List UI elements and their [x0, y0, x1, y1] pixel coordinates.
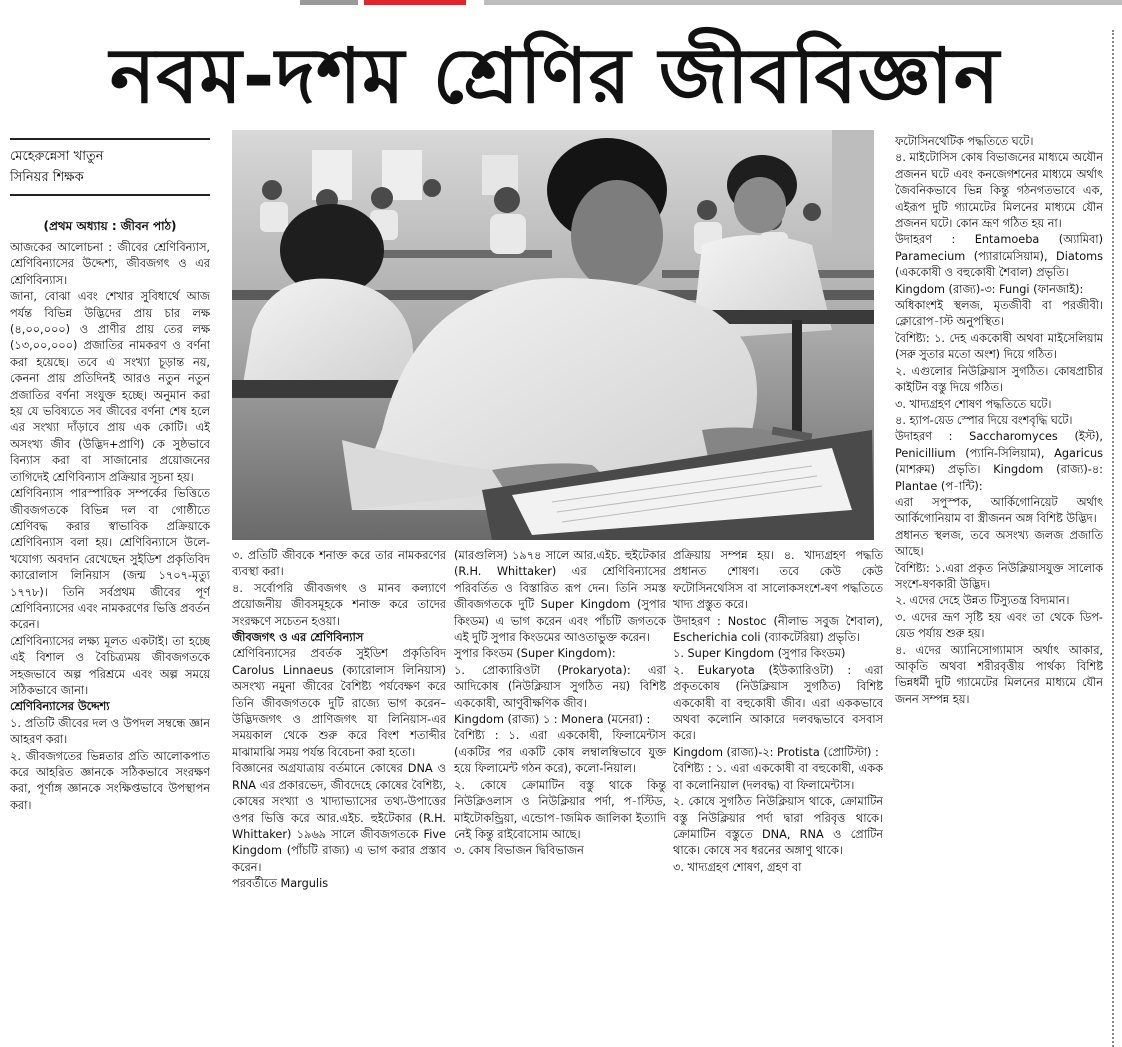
subheading: জীবজগৎ ও এর শ্রেণিবিন্যাস — [232, 631, 364, 645]
paragraph: অধিকাংশই স্থলজ, মৃতজীবী বা পরজীবী। ক্লোরোপ-াস্ট অনুপস্থিত। — [895, 299, 1103, 329]
paragraph: ৪. সর্বোপরি জীবজগৎ ও মানব কল্যাণে প্রয়োজনীয় জীবসমূহকে শনাক্ত করে তাদের সংরক্ষণে সচেতন হওয়া। — [232, 581, 446, 628]
top-bar-red-segment — [364, 0, 466, 5]
paragraph: Kingdom (রাজ্য)-৩: Fungi (ফানজাই): — [895, 282, 1084, 296]
article-column-3 — [454, 548, 666, 1045]
paragraph: ৩. খাদ্যগ্রহণ শোষণ, গ্রহণ বা — [673, 860, 802, 874]
chapter-label: (প্রথম অধ্যায় : জীবন পাঠ) — [43, 219, 177, 233]
author-name: মেহেরুন্নেসা খাতুন — [10, 149, 104, 164]
paragraph: ৩. কোষ বিভাজন দ্বিবিভাজন — [454, 844, 584, 858]
paragraph: (মারগুলিস) ১৯৭৪ সালে আর.এইচ. হুইটেকার (R.H. Whittaker) এর শ্রেণিবিন্যাসের পরিবর্তিত ও বিস্তারিত রূপ দেন। তিনি সমস্ত জীবজগতকে দুটি Super Kingdom (সুপার কিংডম) এ ভাগ করেন এবং পাঁচটি জগতকে এই দুটি সুপার কিংডমের আওতাভুক্ত করেন। — [454, 549, 666, 645]
byline — [10, 138, 210, 196]
paragraph: জানা, বোঝা এবং শেখার সুবিধার্থে আজ পর্যন্ত বিভিন্ন উদ্ভিদের প্রায় চার লক্ষ (৪,০০,০০০) ও প্রাণীর প্রায় তের লক্ষ (১৩,০০,০০০) প্রজাতির নামকরণ ও বর্ণনা করা হয়েছে। তবে এ সংখ্যা চূড়ান্ত নয়, কেননা প্রায় প্রতিদিনই আরও নতুন নতুন প্রজাতির বর্ণনা সংযুক্ত হচ্ছে। অনুমান করা হয় যে ভবিষ্যতে সব জীবের বর্ণনা শেষ হলে এর সংখ্যা দাঁড়াবে প্রায় এক কোটি। এই অসংখ্য জীব (উদ্ভিদ+প্রাণি) কে সুষ্ঠভাবে বিন্যাস করা বা সাজানোর প্রয়োজনের তাগিদেই শ্রেণিবিন্যাস প্রক্রিয়ার সূচনা হয়। — [10, 290, 210, 484]
paragraph: ফটোসিনথেটিক পদ্ধতিতে ঘটে। — [895, 135, 1034, 148]
article-column-5 — [895, 134, 1103, 1045]
paragraph: ২. Eukaryota (ইউক্যারিওটা) : এরা প্রকৃতকোষ (নিউক্লিয়াস সুগঠিত) বিশিষ্ট এককোষী বা বহুকোষী জীব। এরা এককভাবে অথবা কলোনি আকারে দলবদ্ধভাবে বসবাস করে। — [673, 663, 883, 743]
paragraph: ৪. মাইটোসিস কোষ বিভাজনের মাধ্যমে অযৌন প্রজনন ঘটে এবং কনজেগশনের মাধ্যমে অর্থাৎ জৈবনিকভাবে ভিন্ন কিন্তু গঠনগতভাবে এক, এইরূপ দুটি গ্যামেটের মিলনের মাধ্যমে যৌন প্রজনন ঘটে। কোন ভ্রূণ গঠিত হয় না। — [895, 151, 1103, 231]
article-column-1 — [10, 240, 210, 1045]
paragraph: ৩. খাদ্যগ্রহণ শোষণ পদ্ধতিতে ঘটে। — [895, 397, 1052, 411]
paragraph: ২. এদের দেহে উন্নত টিস্যুতন্ত্র বিদ্যমান। — [895, 594, 1070, 608]
paragraph: ১. প্রতিটি জীবের দল ও উপদল সম্বন্ধে জ্ঞান আহরণ করা। — [10, 716, 210, 747]
article-column-4 — [673, 548, 883, 1045]
paragraph: আজকের আলোচনা : জীবের শ্রেণিবিন্যাস, শ্রেণিবিন্যাসের উদ্দেশ্য, জীবজগৎ ও এর শ্রেণিবিন্যাস। — [10, 241, 210, 287]
paragraph: উদাহরণ : Saccharomyces (ইস্ট), Penicillium (প্যানি-সিলিয়াম), Agaricus (মাশরুম) প্রভৃতি। Kingdom (রাজ্য)-৪: Plantae (প-ান্টি): — [895, 430, 1103, 493]
paragraph: প্রধানত স্থলজ, তবে অসংখ্য জলজ প্রজাতি আছে। — [895, 528, 1103, 559]
paragraph: ৪. এদের অ্যানিসোগ্যামাস অর্থাৎ আকার, আকৃতি অথবা শরীরবৃত্তীয় পার্থক্য বিশিষ্ট ভিন্নধর্মী দুটি গ্যামেটের মিলনের মাধ্যমে যৌন জনন সম্পন্ন হয়। — [895, 643, 1103, 706]
classroom-exam-photo — [232, 130, 874, 540]
paragraph: পরবর্তীতে Margulis — [232, 877, 329, 891]
paragraph: ২. কোষে ক্রোমাটিন বস্তু থাকে কিন্তু নিউক্লিওলাস ও নিউক্লিয়ার পর্দা, প-াস্টিড, মাইটোকন্ড্রিয়া, এন্ডোপ-াজমিক জালিকা ইত্যাদি নেই কিন্তু রাইবোসোম আছে। — [454, 778, 666, 841]
paragraph: ১. Super Kingdom (সুপার কিংডম) — [673, 647, 846, 661]
paragraph: ২. কোষে সুগঠিত নিউক্লিয়াস থাকে, ক্রোমাটিন বস্তু নিউক্লিয়ার পর্দা দ্বারা পরিবৃত্ত থাকে। ক্রোমাটিন বস্তুতে DNA, RNA ও প্রোটিন থাকে। কোষে সব ধরনের অঙ্গাণু থাকে। — [673, 795, 883, 858]
author-role: সিনিয়র শিক্ষক — [10, 170, 84, 185]
paragraph: শ্রেণিবিন্যাসের প্রবর্তক সুইডিশ প্রকৃতিবিদ Carolus Linnaeus (ক্যারোলাস লিনিয়াস) অসংখ্য নমুনা জীবের বৈশিষ্ট্য পর্যবেক্ষণ করে তিনি জীবজগতকে দুটি রাজ্যে ভাগ করেন–উদ্ভিদজগৎ ও প্রাণিজগৎ যা লিনিয়াস-এর সময়কাল থেকে শুরু করে বিংশ শতাব্দীর মাঝামাঝি সময় পর্যন্ত বিবেচনা করা হতো। — [232, 647, 446, 759]
paragraph: Kingdom (রাজ্য)-২: Protista (প্রোটিস্টা) : — [673, 745, 879, 759]
subheading: শ্রেণিবিন্যাসের উদ্দেশ্য — [10, 700, 110, 714]
paragraph: ৪. হ্যাপ-য়েড স্পোর দিয়ে বংশবৃদ্ধি ঘটে। — [895, 413, 1073, 427]
paragraph: বৈশিষ্ট্য : ১. এরা এককোষী বা বহুকোষী, একক বা কলোনিয়াল (দলবদ্ধ) বা ফিলামেন্টাস। — [673, 762, 883, 792]
exam-hall-illustration — [232, 130, 874, 540]
paragraph: উদাহরণ : Entamoeba (অ্যামিবা) Paramecium (প্যারামেসিয়াম), Diatoms (এককোষী ও বহুকোষী শৈবাল) প্রভৃতি। — [895, 233, 1103, 280]
paragraph: উদাহরণ : Nostoc (নীলাভ সবুজ শৈবাল), Escherichia coli (ব্যাকটেরিয়া) প্রভৃতি। — [673, 614, 883, 645]
paragraph: বিজ্ঞানের অগ্রযাত্রায় বর্তমানে কোষের DNA ও RNA এর প্রকারভেদ, জীবদেহে কোষের বৈশিষ্ট্য, কোষের সংখ্যা ও খাদ্যাভ্যাসের তথ্য-উপাত্তের ওপর ভিত্তি করে আর.এইচ. হুইটেকার (R.H. Whittaker) ১৯৬৯ সালে জীবজগতকে Five Kingdom (পাঁচটি রাজ্য) এ ভাগ করার প্রস্তাব করেন। — [232, 762, 446, 874]
column-divider — [1112, 30, 1114, 1047]
paragraph: প্রক্রিয়ায় সম্পন্ন হয়। ৪. খাদ্যগ্রহণ পদ্ধতি প্রধানত শোষণ। তবে কেউ কেউ ফটোসিনথেসিস বা সালোকসংশে-ষণ পদ্ধতিতে খাদ্য প্রস্তুত করে। — [673, 549, 883, 612]
paragraph: এরা সপুস্পক, আর্কিগোনিয়েট অর্থাৎ আর্কিগোনিয়াম বা স্ত্রীজনন অঙ্গ বিশিষ্ট উদ্ভিদ। — [895, 495, 1103, 526]
paragraph: সুপার কিংডম (Super Kingdom): — [454, 647, 616, 661]
paragraph: শ্রেণিবিন্যাসের লক্ষ্য মূলত একটাই। তা হচ্ছে এই বিশাল ও বৈচিত্র্যময় জীবজগতকে সহজভাবে অল্প পরিশ্রমে এবং অল্প সময়ে সঠিকভাবে জানা। — [10, 634, 210, 697]
paragraph: Kingdom (রাজ্য) ১ : Monera (মনেরা) : — [454, 713, 651, 727]
top-bar-light-segment — [484, 0, 1122, 5]
page-headline: নবম-দশম শ্রেণির জীববিজ্ঞান — [109, 31, 1001, 120]
top-color-bar — [0, 0, 1122, 6]
paragraph: ২. এগুলোর নিউক্লিয়াস সুগঠিত। কোষপ্রাচীর কাইটিন বস্তু দিয়ে গঠিত। — [895, 364, 1103, 395]
paragraph: শ্রেণিবিন্যাস পারস্পারিক সম্পর্কের ভিত্তিতে জীবজগতকে বিভিন্ন দল বা গোষ্ঠীতে শ্রেণিবদ্ধ করার স্বাভাবিক প্রক্রিয়াকে শ্রেণিবিন্যাস বলা হয়। শ্রেণিবিন্যাসে উলে-খযোগ্য অবদান রেখেছেন সুইডিশ প্রকৃতিবিদ ক্যারোলাস লিনিয়াস (জন্ম ১৭০৭-মৃত্যু ১৭৭৮)। তিনি সর্বপ্রথম জীবের পূর্ণ শ্রেণিবিন্যাসের এবং নামকরণের ভিত্তি প্রবর্তন করেন। — [10, 487, 210, 632]
paragraph: বৈশিষ্ট্য: ১.এরা প্রকৃত নিউক্লিয়াসযুক্ত সালোক সংশে-ষণকারী উদ্ভিদ। — [895, 561, 1103, 591]
paragraph: ১. প্রোক্যারিওটা (Prokaryota): এরা আদিকোষ (নিউক্লিয়াস সুগঠিত নয়) বিশিষ্ট এককোষী, আণুবীক্ষণিক জীব। — [454, 663, 666, 710]
paragraph: বৈশিষ্ট্য: ১. দেহ এককোষী অথবা মাইসেলিয়াম (সরু সুতার মতো অংশ) দিয়ে গঠিত। — [895, 331, 1103, 362]
paragraph: বৈশিষ্ট্য : ১. এরা এককোষী, ফিলামেন্টাস (একটির পর একটি কোষ লম্বালম্বিভাবে যুক্ত হয়ে ফিলামেন্ট গঠন করে), কলো-নিয়াল। — [454, 729, 666, 776]
paragraph: ২. জীবজগতের ভিন্নতার প্রতি আলোকপাত করে আহরিত জ্ঞানকে সঠিকভাবে সংরক্ষণ করা, পূর্ণাঙ্গ জ্ঞানকে সংক্ষিপ্তভাবে উপস্থাপন করা। — [10, 749, 210, 812]
top-bar-gray-segment — [300, 0, 358, 5]
paragraph: ৩. এদের ভ্রূণ সৃষ্টি হয় এবং তা থেকে ডিপ-য়েড পর্যায় শুরু হয়। — [895, 610, 1103, 641]
paragraph: ৩. প্রতিটি জীবকে শনাক্ত করে তার নামকরণের ব্যবস্থা করা। — [232, 549, 446, 579]
article-column-2 — [232, 548, 446, 1045]
